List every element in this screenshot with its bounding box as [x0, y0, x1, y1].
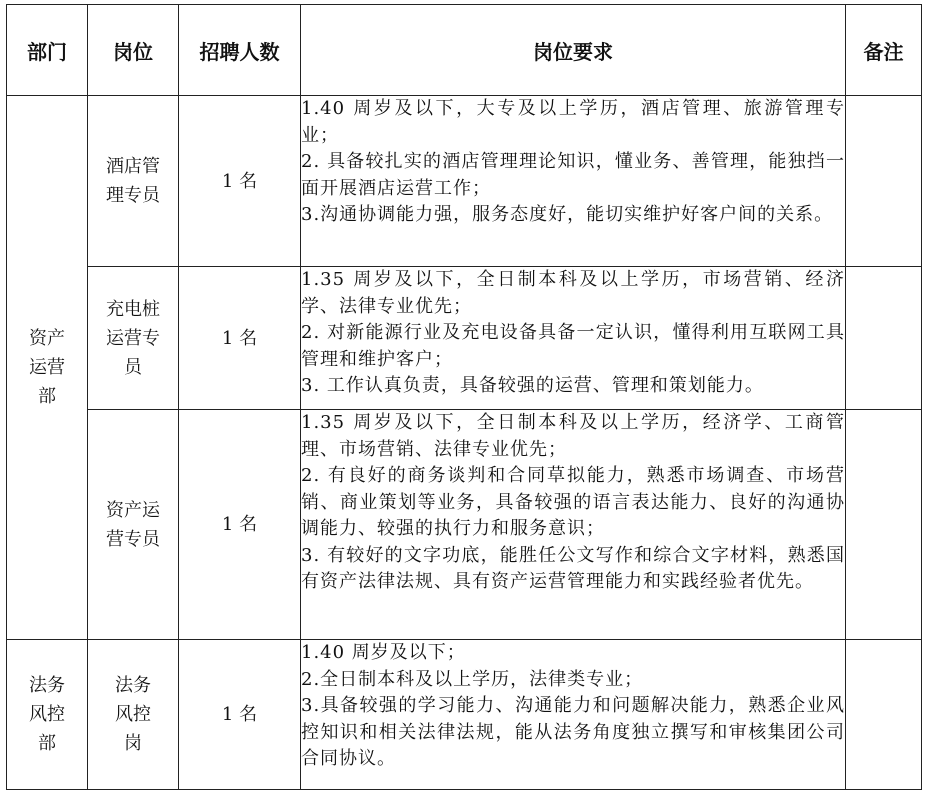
position-title: 资产运营专员: [105, 499, 160, 550]
table-row: [7, 267, 922, 410]
remarks-cell: [846, 96, 922, 267]
dept-name: 法务风控部: [29, 675, 65, 754]
position-title: 酒店管理专员: [105, 156, 160, 206]
header-headcount: 招聘人数: [179, 5, 301, 96]
table-row: [7, 96, 922, 267]
requirements-cell: [301, 410, 846, 640]
requirement-item: 3.具备较强的学习能力、沟通能力和问题解决能力，熟悉企业风控知识和相关法律法规，能从法务角度独立撰写和审核集团公司合同协议。: [301, 695, 845, 769]
requirement-item: 3. 工作认真负责，具备较强的运营、管理和策划能力。: [301, 375, 764, 396]
requirement-item: 1.40 周岁及以下，大专及以上学历，酒店管理、旅游管理专业；: [301, 98, 845, 146]
header-requirements: 岗位要求: [301, 5, 846, 96]
position-cell: [88, 640, 179, 790]
requirement-item: 1.40 周岁及以下；: [301, 642, 466, 663]
requirement-item: 1.35 周岁及以下，全日制本科及以上学历，市场营销、经济学、法律专业优先；: [301, 269, 845, 317]
position-title: 法务风控岗: [115, 675, 151, 754]
header-remarks: 备注: [846, 5, 922, 96]
position-cell: [88, 267, 179, 410]
headcount-cell: 1 名: [179, 640, 301, 790]
dept-cell: [7, 96, 88, 640]
requirement-item: 1.35 周岁及以下，全日制本科及以上学历，经济学、工商管理、市场营销、法律专业优先；: [301, 412, 845, 460]
requirement-item: 2. 具备较扎实的酒店管理理论知识，懂业务、善管理，能独挡一面开展酒店运营工作；: [301, 151, 845, 199]
requirement-item: 2.全日制本科及以上学历，法律类专业；: [301, 668, 644, 690]
header-dept: 部门: [7, 5, 88, 96]
recruitment-table: [6, 4, 922, 790]
requirements-cell: [301, 640, 846, 790]
requirement-item: 2. 对新能源行业及充电设备具备一定认识，懂得利用互联网工具管理和维护客户；: [301, 322, 845, 370]
headcount-cell: 1 名: [179, 267, 301, 410]
dept-name: 资产运营部: [29, 328, 65, 407]
remarks-cell: [846, 267, 922, 410]
table-row: [7, 640, 922, 790]
headcount-cell: 1 名: [179, 410, 301, 640]
dept-cell: [7, 640, 88, 790]
requirements-cell: [301, 96, 846, 267]
table-row: [7, 410, 922, 640]
requirement-item: 3. 有较好的文字功底，能胜任公文写作和综合文字材料，熟悉国有资产法律法规、具有资产运营管理能力和实践经验者优先。: [301, 544, 845, 592]
position-cell: [88, 96, 179, 267]
remarks-cell: [846, 410, 922, 640]
header-position: 岗位: [88, 5, 179, 96]
requirements-cell: [301, 267, 846, 410]
header-row: [7, 5, 922, 96]
remarks-cell: [846, 640, 922, 790]
headcount-cell: 1 名: [179, 96, 301, 267]
position-title: 充电桩运营专员: [105, 298, 160, 378]
position-cell: [88, 410, 179, 640]
requirement-item: 3.沟通协调能力强，服务态度好，能切实维护好客户间的关系。: [301, 204, 834, 225]
requirement-item: 2. 有良好的商务谈判和合同草拟能力，熟悉市场调查、市场营销、商业策划等业务，具备较强的语言表达能力、良好的沟通协调能力、较强的执行力和服务意识；: [301, 465, 845, 539]
